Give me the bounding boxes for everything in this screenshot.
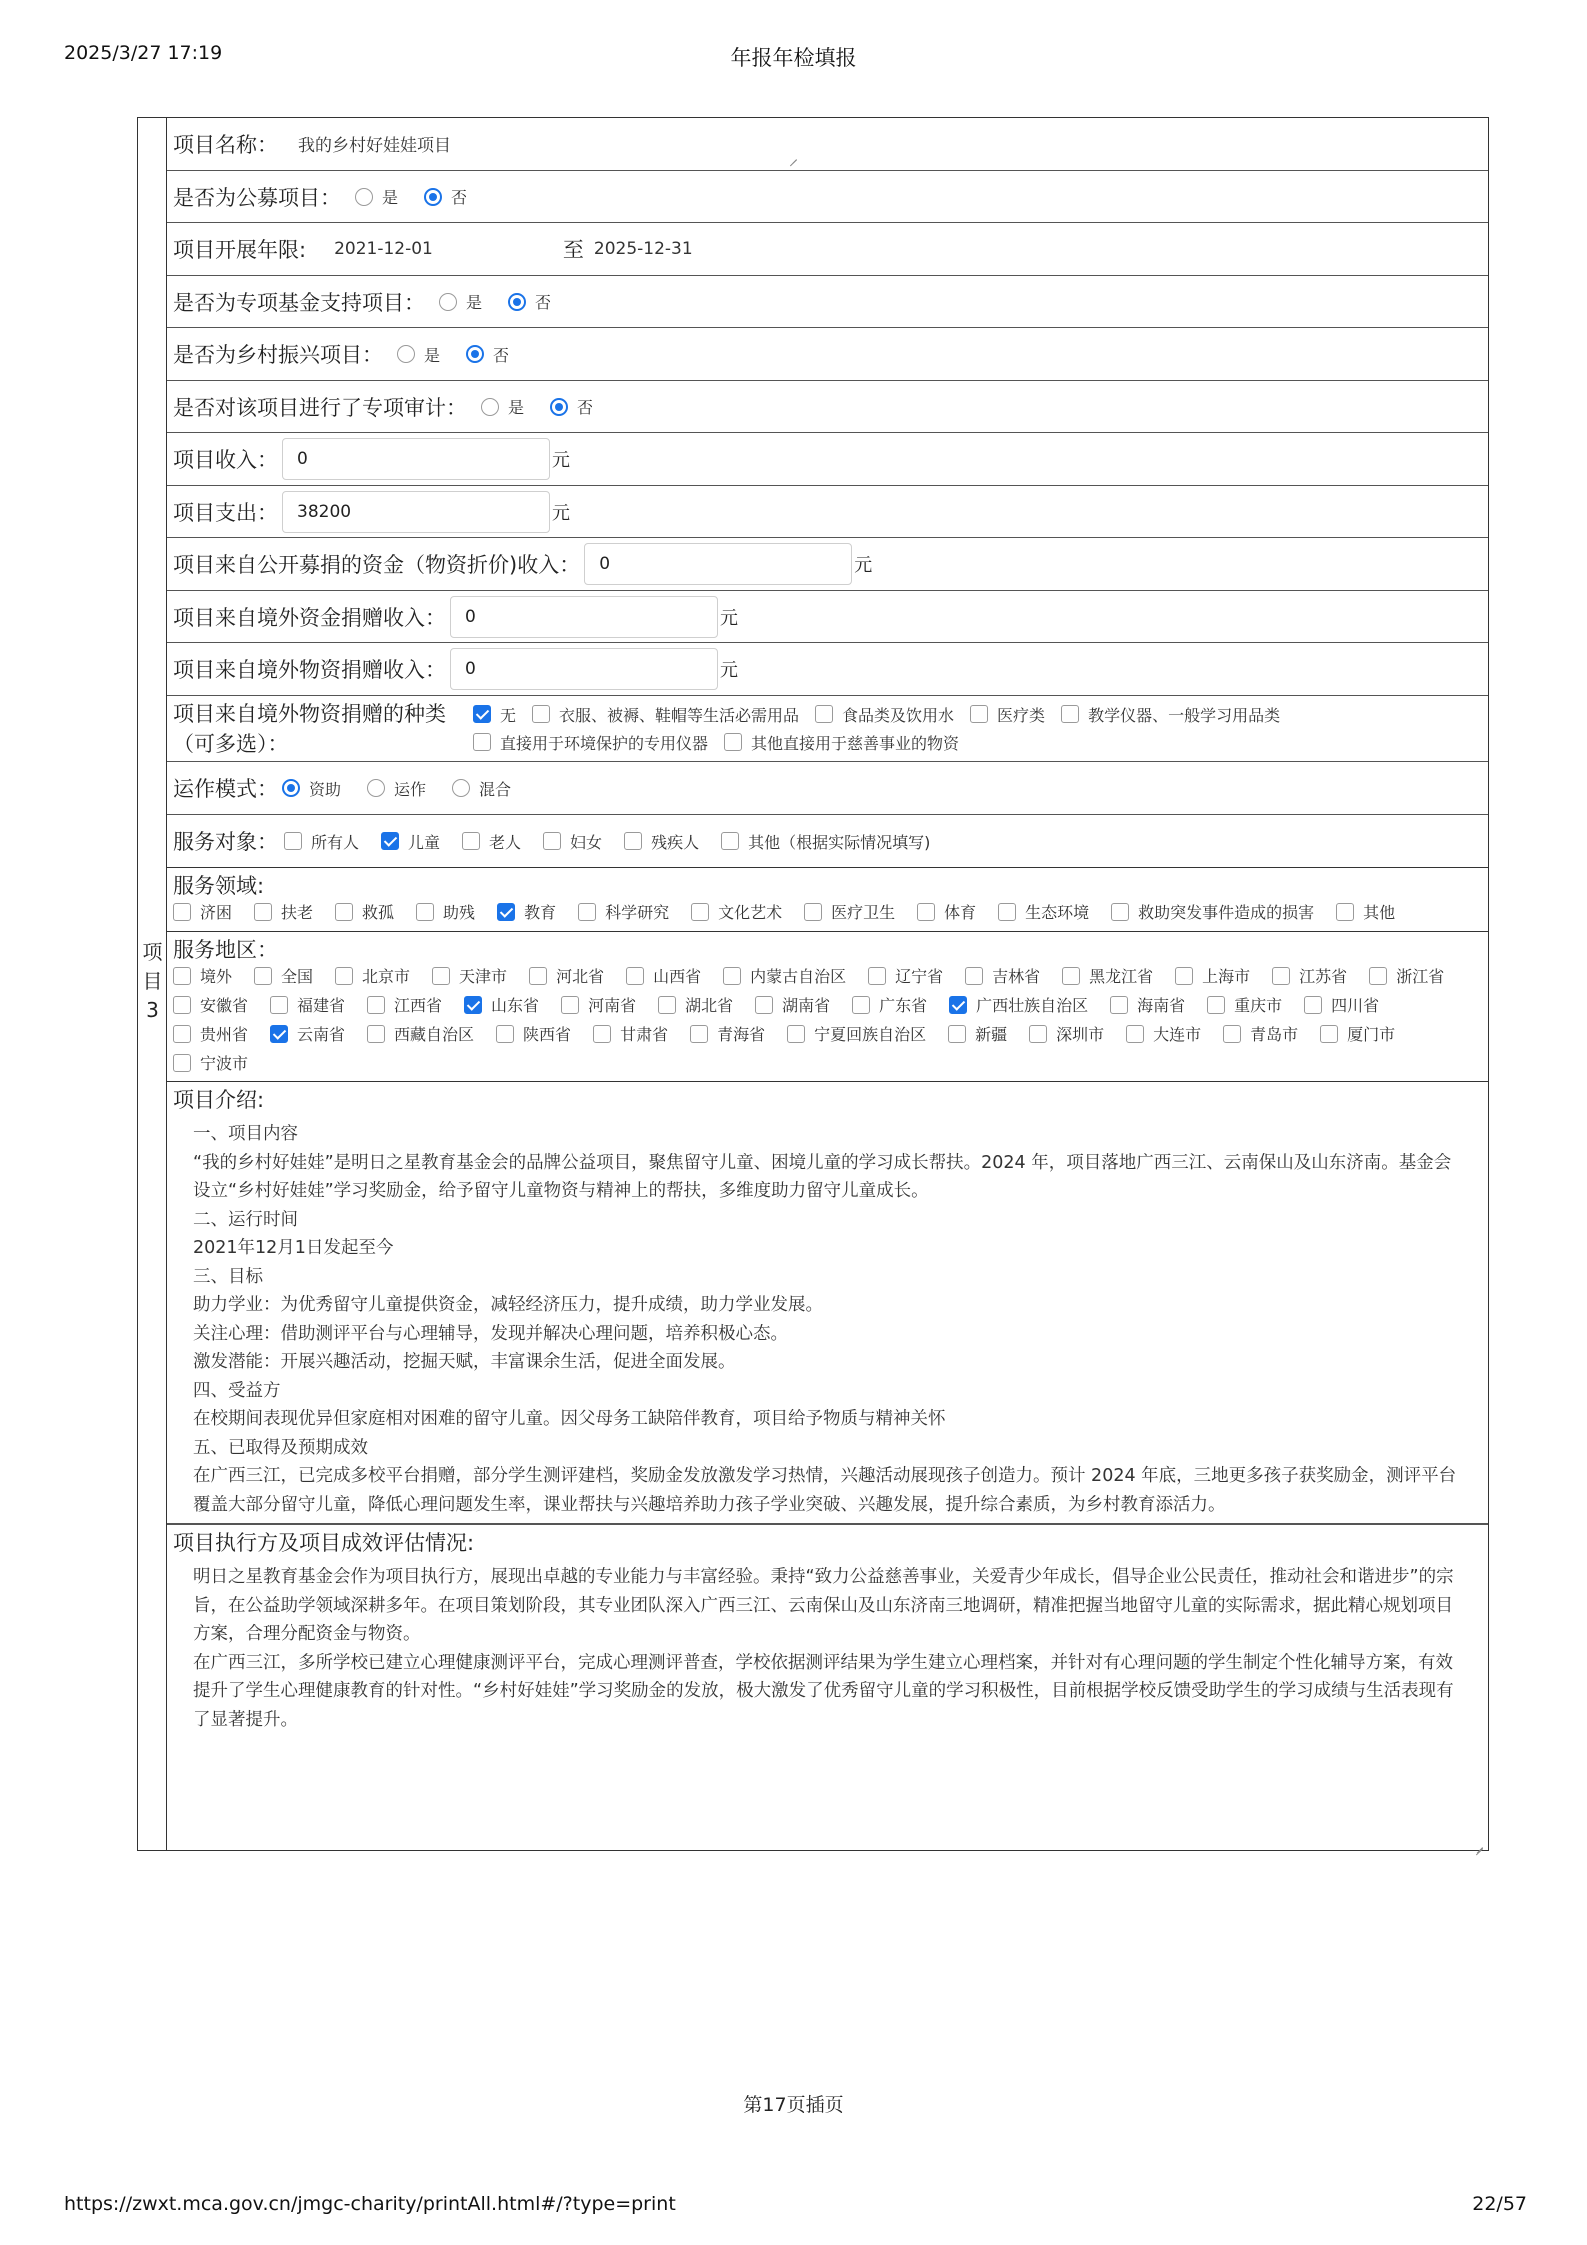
service-region-label-27: 西藏自治区 (394, 1025, 475, 1044)
service-region-option-34[interactable] (1126, 1022, 1217, 1045)
service-field-checkbox-8[interactable] (917, 903, 935, 921)
service-field-option-0[interactable] (173, 900, 248, 923)
service-region-checkbox-31[interactable] (787, 1025, 805, 1043)
goods-type-checkbox-0[interactable] (473, 705, 491, 723)
intro-line-4: 三、目标 (193, 1266, 263, 1287)
service-region-label-36: 厦门市 (1347, 1025, 1396, 1044)
service-target-label-5: 其他（根据实际情况填写) (748, 832, 931, 852)
intro-line-6: 关注心理：借助测评平台与心理辅导，发现并解决心理问题，培养积极心态。 (193, 1323, 788, 1344)
service-region-checkbox-4[interactable] (529, 967, 547, 985)
rural-no-radio[interactable] (466, 345, 484, 363)
service-target-label-0: 所有人 (311, 832, 360, 852)
service-field-option-3[interactable] (416, 900, 491, 923)
goods-types-label-line2: （可多选）： (173, 732, 289, 756)
yuan-unit: 元 (552, 450, 570, 471)
project-name-label: 项目名称： (173, 133, 278, 157)
service-field-label-8: 体育 (944, 903, 977, 922)
service-region-checkbox-18[interactable] (658, 996, 676, 1014)
service-field-option-5[interactable] (578, 900, 685, 923)
goods-type-label-2: 食品类及饮用水 (842, 705, 955, 725)
project-index-label: 项 目 3 (142, 940, 163, 1022)
project-income-row (167, 433, 1488, 486)
service-region-label-31: 宁夏回族自治区 (814, 1025, 927, 1044)
public-fundraising-row (167, 171, 1488, 223)
special-fund-label: 是否为专项基金支持项目： (173, 290, 425, 315)
service-region-checkbox-6[interactable] (723, 967, 741, 985)
project-period-row (167, 223, 1488, 276)
service-region-checkbox-21[interactable] (949, 996, 967, 1014)
service-field-checkbox-11[interactable] (1336, 903, 1354, 921)
service-region-checkbox-9[interactable] (1062, 967, 1080, 985)
operation-mode-row (167, 762, 1488, 815)
service-target-checkbox-1[interactable] (381, 832, 399, 850)
goods-types-label-line1: 项目来自境外物资捐赠的种类 (173, 702, 446, 726)
service-region-option-37[interactable] (173, 1051, 264, 1074)
service-region-option-25[interactable] (173, 1022, 264, 1045)
overseas-cash-input[interactable]: 0 (450, 596, 718, 638)
service-target-option-4[interactable] (624, 830, 715, 853)
project-intro-label: 项目介绍: (173, 1088, 265, 1112)
service-field-label-11: 其他 (1363, 903, 1396, 922)
service-region-label-29: 甘肃省 (620, 1025, 669, 1044)
service-field-checkbox-6[interactable] (691, 903, 709, 921)
service-target-checkbox-3[interactable] (543, 832, 561, 850)
service-region-label-24: 四川省 (1331, 996, 1380, 1015)
service-region-option-24[interactable] (1304, 993, 1395, 1016)
operation-mode-radio-2[interactable] (452, 779, 470, 797)
service-region-option-6[interactable] (723, 964, 862, 987)
project-expense-row (167, 486, 1488, 538)
overseas-goods-label: 项目来自境外物资捐赠收入： (173, 658, 446, 682)
service-region-option-7[interactable] (868, 964, 959, 987)
evaluation-row (167, 1524, 1488, 1853)
service-region-label-8: 吉林省 (992, 967, 1041, 986)
project-expense-input[interactable]: 38200 (282, 491, 550, 533)
service-region-checkbox-29[interactable] (593, 1025, 611, 1043)
service-region-option-29[interactable] (593, 1022, 684, 1045)
overseas-cash-label: 项目来自境外资金捐赠收入： (173, 605, 446, 630)
intro-line-9: 在校期间表现优异但家庭相对困难的留守儿童。因父母务工缺陪伴教育，项目给予物质与精神关怀 (193, 1409, 946, 1429)
yuan-unit: 元 (720, 607, 738, 629)
service-region-label-21: 广西壮族自治区 (976, 996, 1089, 1015)
rural-yes-text: 是 (424, 345, 441, 365)
public-donation-income-row (167, 538, 1488, 591)
intro-line-1: “我的乡村好娃娃”是明日之星教育基金会的品牌公益项目，聚焦留守儿童、困境儿童的学习成长帮扶。2024 年，项目落地广西三江、云南保山及山东济南。基金会设立“乡村好娃娃”学习奖励金，给予留守儿童物资与精神上的帮扶，多维度助力留守儿童成长。 (193, 1152, 1452, 1201)
service-region-option-31[interactable] (787, 1022, 942, 1045)
goods-type-label-4: 教学仪器、一般学习用品类 (1088, 705, 1281, 725)
service-region-checkbox-15[interactable] (367, 996, 385, 1014)
service-region-label-15: 江西省 (394, 996, 443, 1015)
service-fields-label: 服务领域: (173, 874, 265, 898)
special-fund-yes-text: 是 (466, 293, 483, 312)
service-region-checkbox-36[interactable] (1320, 1025, 1338, 1043)
goods-type-checkbox-4[interactable] (1061, 705, 1079, 723)
page-number: 22/57 (1472, 2193, 1527, 2215)
service-region-option-4[interactable] (529, 964, 620, 987)
service-region-label-0: 境外 (200, 967, 233, 986)
service-region-label-20: 广东省 (879, 996, 928, 1015)
service-field-option-4[interactable] (497, 900, 572, 923)
service-region-option-9[interactable] (1062, 964, 1169, 987)
operation-mode-text-0: 资助 (309, 779, 342, 799)
service-region-label-16: 山东省 (491, 996, 540, 1015)
special-audit-label: 是否对该项目进行了专项审计： (173, 395, 467, 420)
service-region-option-35[interactable] (1223, 1022, 1314, 1045)
operation-mode-label: 运作模式： (173, 777, 278, 801)
service-region-checkbox-13[interactable] (173, 996, 191, 1014)
project-name-value: 我的乡村好娃娃项目 (298, 136, 451, 156)
operation-mode-text-1: 运作 (394, 779, 427, 799)
service-field-label-1: 扶老 (281, 903, 314, 922)
service-region-label-12: 浙江省 (1396, 967, 1445, 986)
service-region-label-25: 贵州省 (200, 1025, 249, 1044)
service-field-option-8[interactable] (917, 900, 992, 923)
service-field-option-6[interactable] (691, 900, 798, 923)
service-region-checkbox-33[interactable] (1029, 1025, 1047, 1043)
page-insert-note: 第17页插页 (743, 2094, 844, 2116)
period-to-text: 至 (562, 238, 584, 262)
public-donation-income-label: 项目来自公开募捐的资金（物资折价)收入： (173, 553, 581, 577)
service-region-label-3: 天津市 (459, 967, 508, 986)
public-fundraising-label: 是否为公募项目： (173, 185, 341, 210)
service-region-checkbox-25[interactable] (173, 1025, 191, 1043)
service-field-checkbox-9[interactable] (998, 903, 1016, 921)
special-fund-no-text: 否 (535, 293, 552, 312)
service-regions-row (167, 932, 1488, 1082)
service-region-option-20[interactable] (852, 993, 943, 1016)
service-region-label-2: 北京市 (362, 967, 411, 986)
service-target-label-2: 老人 (489, 832, 522, 852)
goods-type-label-1: 衣服、被褥、鞋帽等生活必需用品 (559, 705, 800, 725)
goods-types-label (173, 699, 473, 759)
service-region-option-8[interactable] (965, 964, 1056, 987)
service-region-option-21[interactable] (949, 993, 1104, 1016)
project-expense-label: 项目支出： (173, 500, 278, 525)
overseas-goods-input[interactable]: 0 (450, 648, 718, 690)
service-region-option-36[interactable] (1320, 1022, 1411, 1045)
service-target-checkbox-2[interactable] (462, 832, 480, 850)
service-region-label-9: 黑龙江省 (1089, 967, 1154, 986)
service-target-option-1[interactable] (381, 830, 456, 853)
rural-revitalization-row (167, 328, 1488, 381)
service-field-label-10: 救助突发事件造成的损害 (1138, 903, 1315, 922)
service-region-option-15[interactable] (367, 993, 458, 1016)
project-income-label: 项目收入： (173, 448, 278, 472)
service-region-label-13: 安徽省 (200, 996, 249, 1015)
rural-yes-radio[interactable] (397, 345, 415, 363)
project-side-column (138, 118, 167, 1850)
service-region-checkbox-3[interactable] (432, 967, 450, 985)
service-regions-label: 服务地区： (173, 938, 278, 962)
service-target-label-1: 儿童 (408, 832, 441, 852)
service-region-checkbox-22[interactable] (1110, 996, 1128, 1014)
service-region-checkbox-26[interactable] (270, 1025, 288, 1043)
public-no-text: 否 (451, 188, 468, 207)
goods-type-checkbox-3[interactable] (970, 705, 988, 723)
service-region-option-28[interactable] (496, 1022, 587, 1045)
intro-line-11: 在广西三江，已完成多校平台捐赠，部分学生测评建档，奖励金发放激发学习热情，兴趣活动展现孩子创造力。预计 2024 年底，三地更多孩子获奖励金，测评平台覆盖大部分留守儿童，降低心理问题发生率，课业帮扶与兴趣培养助力孩子学业突破、兴趣发展，提升综合素质，为乡村教育添活力。 (193, 1466, 1457, 1515)
service-field-option-11[interactable] (1336, 900, 1411, 923)
service-region-checkbox-17[interactable] (561, 996, 579, 1014)
service-region-label-28: 陕西省 (523, 1025, 572, 1044)
service-field-label-2: 救孤 (362, 903, 395, 922)
service-field-checkbox-3[interactable] (416, 903, 434, 921)
evaluation-line-0: 明日之星教育基金会作为项目执行方，展现出卓越的专业能力与丰富经验。秉持“致力公益慈善事业，关爱青少年成长，倡导企业公民责任，推动社会和谐进步”的宗旨，在公益助学领域深耕多年。在项目策划阶段，其专业团队深入广西三江、云南保山及山东济南三地调研，精准把握当地留守儿童的实际需求，据此精心规划项目方案，合理分配资金与物资。 (193, 1567, 1454, 1644)
public-donation-income-input[interactable]: 0 (584, 543, 852, 585)
special-fund-yes-radio[interactable] (439, 293, 457, 311)
service-region-option-10[interactable] (1175, 964, 1266, 987)
service-region-option-17[interactable] (561, 993, 652, 1016)
operation-mode-radio-0[interactable] (282, 779, 300, 797)
service-field-checkbox-7[interactable] (804, 903, 822, 921)
service-region-option-0[interactable] (173, 964, 248, 987)
yuan-unit: 元 (552, 502, 570, 524)
service-field-label-7: 医疗卫生 (831, 903, 896, 922)
service-region-option-16[interactable] (464, 993, 555, 1016)
intro-line-8: 四、受益方 (193, 1380, 281, 1401)
audit-yes-radio[interactable] (481, 398, 499, 416)
service-field-label-5: 科学研究 (605, 903, 670, 922)
special-audit-row (167, 381, 1488, 433)
page-title: 年报年检填报 (730, 46, 857, 70)
service-fields-row (167, 868, 1488, 932)
evaluation-line-1: 在广西三江，多所学校已建立心理健康测评平台，完成心理测评普查，学校依据测评结果为学生建立心理档案，并针对有心理问题的学生制定个性化辅导方案，有效提升了学生心理健康教育的针对性。“乡村好娃娃”学习奖励金的发放，极大激发了优秀留守儿童的学习积极性，目前根据学校反馈受助学生的学习成绩与生活表现有了显著提升。 (193, 1652, 1454, 1730)
service-region-checkbox-8[interactable] (965, 967, 983, 985)
service-region-label-10: 上海市 (1202, 967, 1251, 986)
service-region-label-26: 云南省 (297, 1025, 346, 1044)
service-field-label-3: 助残 (443, 903, 476, 922)
goods-type-label-6: 其他直接用于慈善事业的物资 (751, 733, 960, 753)
service-target-option-3[interactable] (543, 830, 618, 853)
service-region-option-33[interactable] (1029, 1022, 1120, 1045)
service-region-checkbox-20[interactable] (852, 996, 870, 1014)
goods-type-checkbox-6[interactable] (724, 733, 742, 751)
service-region-checkbox-10[interactable] (1175, 967, 1193, 985)
project-name-row (167, 118, 1488, 171)
service-region-checkbox-35[interactable] (1223, 1025, 1241, 1043)
service-region-checkbox-14[interactable] (270, 996, 288, 1014)
service-region-label-14: 福建省 (297, 996, 346, 1015)
service-field-checkbox-1[interactable] (254, 903, 272, 921)
service-region-option-30[interactable] (690, 1022, 781, 1045)
rural-revitalization-label: 是否为乡村振兴项目： (173, 343, 383, 367)
service-region-checkbox-0[interactable] (173, 967, 191, 985)
project-intro-row (167, 1082, 1488, 1524)
service-region-checkbox-12[interactable] (1369, 967, 1387, 985)
project-form (137, 117, 1489, 1851)
service-field-option-1[interactable] (254, 900, 329, 923)
evaluation-label: 项目执行方及项目成效评估情况: (173, 1531, 475, 1555)
period-end-value[interactable]: 2025-12-31 (593, 239, 693, 259)
service-region-option-26[interactable] (270, 1022, 361, 1045)
service-region-label-7: 辽宁省 (895, 967, 944, 986)
public-yes-radio[interactable] (355, 188, 373, 206)
service-region-option-12[interactable] (1369, 964, 1460, 987)
service-field-option-2[interactable] (335, 900, 410, 923)
service-target-option-2[interactable] (462, 830, 537, 853)
goods-type-label-5: 直接用于环境保护的专用仪器 (500, 733, 709, 753)
service-region-option-27[interactable] (367, 1022, 490, 1045)
audit-no-radio[interactable] (550, 398, 568, 416)
service-field-checkbox-10[interactable] (1111, 903, 1129, 921)
page-url: https://zwxt.mca.gov.cn/jmgc-charity/printAll.html#/?type=print (64, 2193, 676, 2215)
goods-type-checkbox-5[interactable] (473, 733, 491, 751)
service-targets-row (167, 815, 1488, 868)
service-region-label-30: 青海省 (717, 1025, 766, 1044)
service-region-label-17: 河南省 (588, 996, 637, 1015)
intro-line-3: 2021年12月1日发起至今 (193, 1238, 394, 1258)
intro-line-2: 二、运行时间 (193, 1209, 298, 1230)
intro-line-10: 五、已取得及预期成效 (193, 1437, 368, 1458)
service-region-option-23[interactable] (1207, 993, 1298, 1016)
overseas-goods-row (167, 643, 1488, 696)
service-target-label-4: 残疾人 (651, 832, 700, 852)
print-datetime: 2025/3/27 17:19 (64, 42, 223, 64)
service-field-label-6: 文化艺术 (718, 903, 783, 922)
service-region-checkbox-24[interactable] (1304, 996, 1322, 1014)
service-region-option-3[interactable] (432, 964, 523, 987)
service-region-option-19[interactable] (755, 993, 846, 1016)
special-fund-no-radio[interactable] (508, 293, 526, 311)
period-start-value[interactable]: 2021-12-01 (334, 239, 433, 259)
service-region-label-11: 江苏省 (1299, 967, 1348, 986)
service-region-label-4: 河北省 (556, 967, 605, 986)
operation-mode-radio-1[interactable] (367, 779, 385, 797)
special-fund-row (167, 276, 1488, 328)
goods-type-label-0: 无 (500, 705, 517, 725)
service-region-option-18[interactable] (658, 993, 749, 1016)
service-field-checkbox-0[interactable] (173, 903, 191, 921)
audit-yes-text: 是 (508, 398, 525, 417)
service-field-label-4: 教育 (524, 903, 557, 922)
service-region-checkbox-2[interactable] (335, 967, 353, 985)
service-region-checkbox-37[interactable] (173, 1054, 191, 1072)
service-region-checkbox-11[interactable] (1272, 967, 1290, 985)
service-region-checkbox-16[interactable] (464, 996, 482, 1014)
service-field-label-0: 济困 (200, 903, 233, 922)
service-region-checkbox-32[interactable] (948, 1025, 966, 1043)
service-region-checkbox-23[interactable] (1207, 996, 1225, 1014)
service-target-checkbox-5[interactable] (721, 832, 739, 850)
service-target-label-3: 妇女 (570, 832, 603, 852)
service-region-checkbox-19[interactable] (755, 996, 773, 1014)
service-region-label-35: 青岛市 (1250, 1025, 1299, 1044)
resize-grip-icon[interactable] (1474, 1839, 1484, 1849)
goods-type-checkbox-1[interactable] (532, 705, 550, 723)
goods-type-label-3: 医疗类 (997, 705, 1046, 725)
service-region-label-1: 全国 (281, 967, 314, 986)
overseas-cash-row (167, 591, 1488, 643)
service-region-label-23: 重庆市 (1234, 996, 1283, 1015)
rural-no-text: 否 (493, 345, 510, 365)
service-target-option-0[interactable] (284, 830, 375, 853)
service-region-checkbox-34[interactable] (1126, 1025, 1144, 1043)
project-period-label: 项目开展年限: (173, 238, 307, 262)
service-region-label-19: 湖南省 (782, 996, 831, 1015)
service-regions-group (173, 964, 1488, 1074)
service-region-label-5: 山西省 (653, 967, 702, 986)
service-field-checkbox-2[interactable] (335, 903, 353, 921)
service-target-checkbox-0[interactable] (284, 832, 302, 850)
service-region-label-6: 内蒙古自治区 (750, 967, 847, 986)
project-intro-textarea[interactable] (173, 1114, 1488, 1519)
service-field-option-10[interactable] (1111, 900, 1330, 923)
intro-line-0: 一、项目内容 (193, 1124, 298, 1144)
intro-line-7: 激发潜能：开展兴趣活动，挖掘天赋，丰富课余生活，促进全面发展。 (193, 1352, 736, 1372)
service-region-label-37: 宁波市 (200, 1054, 249, 1073)
service-region-option-11[interactable] (1272, 964, 1363, 987)
yuan-unit: 元 (720, 660, 738, 681)
service-field-label-9: 生态环境 (1025, 903, 1090, 922)
service-targets-group (284, 830, 952, 853)
service-region-checkbox-30[interactable] (690, 1025, 708, 1043)
goods-type-checkbox-2[interactable] (815, 705, 833, 723)
service-field-option-7[interactable] (804, 900, 911, 923)
evaluation-textarea[interactable] (173, 1557, 1488, 1734)
service-target-option-5[interactable] (721, 830, 946, 853)
public-no-radio[interactable] (424, 188, 442, 206)
service-region-option-22[interactable] (1110, 993, 1201, 1016)
goods-types-row (167, 696, 1488, 762)
service-region-label-33: 深圳市 (1056, 1025, 1105, 1044)
service-fields-group (173, 900, 1488, 923)
service-target-checkbox-4[interactable] (624, 832, 642, 850)
service-region-label-22: 海南省 (1137, 996, 1186, 1015)
service-region-label-32: 新疆 (975, 1025, 1008, 1044)
project-name-field[interactable] (278, 127, 798, 161)
service-region-checkbox-7[interactable] (868, 967, 886, 985)
service-region-checkbox-1[interactable] (254, 967, 272, 985)
service-region-checkbox-28[interactable] (496, 1025, 514, 1043)
resize-grip-icon[interactable] (788, 151, 798, 161)
service-targets-label: 服务对象： (173, 830, 278, 854)
service-region-option-32[interactable] (948, 1022, 1023, 1045)
service-region-option-14[interactable] (270, 993, 361, 1016)
service-region-checkbox-27[interactable] (367, 1025, 385, 1043)
yuan-unit: 元 (854, 555, 873, 576)
service-region-option-2[interactable] (335, 964, 426, 987)
service-region-option-1[interactable] (254, 964, 329, 987)
service-field-checkbox-4[interactable] (497, 903, 515, 921)
service-region-option-5[interactable] (626, 964, 717, 987)
public-yes-text: 是 (382, 188, 399, 207)
service-field-checkbox-5[interactable] (578, 903, 596, 921)
service-field-option-9[interactable] (998, 900, 1105, 923)
service-region-option-13[interactable] (173, 993, 264, 1016)
service-region-label-18: 湖北省 (685, 996, 734, 1015)
operation-mode-text-2: 混合 (479, 779, 512, 799)
intro-line-5: 助力学业：为优秀留守儿童提供资金，减轻经济压力，提升成绩，助力学业发展。 (193, 1295, 823, 1315)
audit-no-text: 否 (577, 398, 594, 417)
service-region-checkbox-5[interactable] (626, 967, 644, 985)
service-region-label-34: 大连市 (1153, 1025, 1202, 1044)
project-income-input[interactable]: 0 (282, 438, 550, 480)
